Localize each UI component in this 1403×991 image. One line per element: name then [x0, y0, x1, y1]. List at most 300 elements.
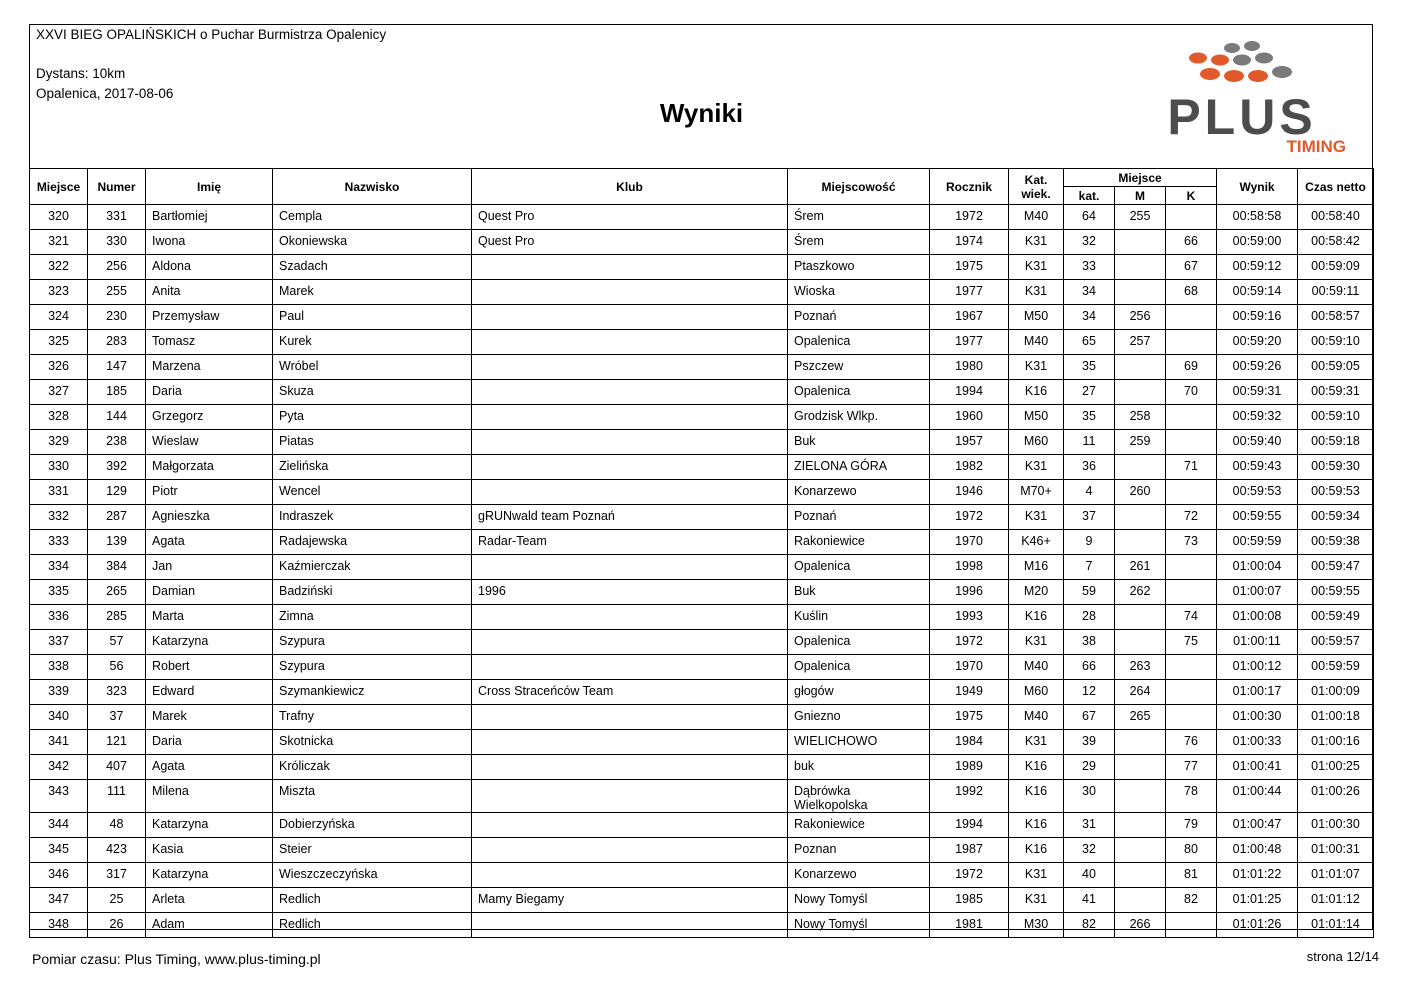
col-place-cat: kat.: [1064, 187, 1115, 205]
cell-city: Buk: [788, 430, 930, 455]
cell-city: Opalenica: [788, 655, 930, 680]
cell-place-k: 76: [1166, 730, 1217, 755]
cell-last-name: Kurek: [273, 330, 472, 355]
col-place-m: M: [1115, 187, 1166, 205]
cell-net-time: 00:58:57: [1298, 305, 1374, 330]
cell-club: [472, 455, 788, 480]
cell-place-k: [1166, 330, 1217, 355]
cell-time: 01:00:41: [1217, 755, 1298, 780]
cell-city: Rakoniewice: [788, 813, 930, 838]
cell-place-cat: 66: [1064, 655, 1115, 680]
cell-first-name: Piotr: [146, 480, 273, 505]
cell-number: 255: [88, 280, 146, 305]
cell-year: 1996: [930, 580, 1009, 605]
cell-place-k: [1166, 305, 1217, 330]
table-row: [30, 305, 1374, 330]
cell-place-k: 66: [1166, 230, 1217, 255]
cell-net-time: 01:00:25: [1298, 755, 1374, 780]
cell-category: M60: [1009, 680, 1064, 705]
cell-net-time: 01:00:09: [1298, 680, 1374, 705]
cell-last-name: Okoniewska: [273, 230, 472, 255]
cell-place: 341: [30, 730, 88, 755]
cell-place-cat: 11: [1064, 430, 1115, 455]
cell-place-k: 69: [1166, 355, 1217, 380]
col-time: Wynik: [1217, 169, 1298, 205]
cell-city: Śrem: [788, 205, 930, 230]
cell-place-m: 259: [1115, 430, 1166, 455]
cell-time: 00:59:16: [1217, 305, 1298, 330]
table-row: [30, 655, 1374, 680]
cell-place-k: 81: [1166, 863, 1217, 888]
table-row: [30, 355, 1374, 380]
cell-last-name: Paul: [273, 305, 472, 330]
cell-place-m: [1115, 280, 1166, 305]
cell-last-name: Zielińska: [273, 455, 472, 480]
cell-place-m: [1115, 230, 1166, 255]
cell-place-k: 71: [1166, 455, 1217, 480]
cell-category: K31: [1009, 230, 1064, 255]
cell-time: 00:59:43: [1217, 455, 1298, 480]
table-row: [30, 730, 1374, 755]
cell-first-name: Kasia: [146, 838, 273, 863]
cell-place-k: [1166, 913, 1217, 938]
cell-place-cat: 4: [1064, 480, 1115, 505]
table-row: [30, 888, 1374, 913]
cell-place-k: [1166, 430, 1217, 455]
table-row: [30, 913, 1374, 938]
cell-club: [472, 630, 788, 655]
cell-city: Śrem: [788, 230, 930, 255]
cell-city: Konarzewo: [788, 863, 930, 888]
cell-place: 337: [30, 630, 88, 655]
cell-first-name: Tomasz: [146, 330, 273, 355]
cell-time: 00:59:20: [1217, 330, 1298, 355]
cell-first-name: Edward: [146, 680, 273, 705]
col-category: [1009, 169, 1064, 205]
cell-number: 139: [88, 530, 146, 555]
cell-club: Quest Pro: [472, 205, 788, 230]
cell-year: 1977: [930, 330, 1009, 355]
cell-time: 00:59:12: [1217, 255, 1298, 280]
cell-first-name: Arleta: [146, 888, 273, 913]
cell-place-cat: 12: [1064, 680, 1115, 705]
table-row: [30, 680, 1374, 705]
cell-place-m: [1115, 605, 1166, 630]
cell-year: 1977: [930, 280, 1009, 305]
cell-place-k: 82: [1166, 888, 1217, 913]
distance: Dystans: 10km: [36, 66, 126, 81]
cell-place-m: [1115, 838, 1166, 863]
cell-place: 344: [30, 813, 88, 838]
cell-place-cat: 34: [1064, 280, 1115, 305]
cell-city: Konarzewo: [788, 480, 930, 505]
cell-city: Dąbrówka Wielkopolska: [788, 780, 930, 813]
cell-place-cat: 67: [1064, 705, 1115, 730]
cell-year: 1987: [930, 838, 1009, 863]
cell-year: 1960: [930, 405, 1009, 430]
cell-city: Opalenica: [788, 630, 930, 655]
cell-place-cat: 28: [1064, 605, 1115, 630]
col-number: Numer: [88, 169, 146, 205]
cell-place-k: [1166, 705, 1217, 730]
cell-year: 1974: [930, 230, 1009, 255]
cell-net-time: 00:59:05: [1298, 355, 1374, 380]
cell-year: 1998: [930, 555, 1009, 580]
cell-number: 331: [88, 205, 146, 230]
cell-place: 339: [30, 680, 88, 705]
cell-first-name: Milena: [146, 780, 273, 813]
cell-time: 00:59:53: [1217, 480, 1298, 505]
cell-category: M20: [1009, 580, 1064, 605]
cell-first-name: Katarzyna: [146, 630, 273, 655]
cell-time: 00:59:55: [1217, 505, 1298, 530]
cell-place-m: 264: [1115, 680, 1166, 705]
cell-club: Quest Pro: [472, 230, 788, 255]
cell-year: 1949: [930, 680, 1009, 705]
cell-city: Pszczew: [788, 355, 930, 380]
cell-last-name: Skotnicka: [273, 730, 472, 755]
cell-place: 333: [30, 530, 88, 555]
cell-place-m: 265: [1115, 705, 1166, 730]
cell-place-cat: 37: [1064, 505, 1115, 530]
cell-category: M40: [1009, 205, 1064, 230]
cell-first-name: Wieslaw: [146, 430, 273, 455]
cell-category: M40: [1009, 330, 1064, 355]
cell-category: K31: [1009, 455, 1064, 480]
cell-place: 331: [30, 480, 88, 505]
cell-place-m: [1115, 505, 1166, 530]
cell-last-name: Miszta: [273, 780, 472, 813]
table-header: [30, 169, 1374, 205]
cell-year: 1992: [930, 780, 1009, 813]
cell-year: 1975: [930, 255, 1009, 280]
cell-net-time: 00:59:10: [1298, 330, 1374, 355]
cell-place-m: [1115, 380, 1166, 405]
cell-place-m: 258: [1115, 405, 1166, 430]
cell-net-time: 00:59:49: [1298, 605, 1374, 630]
cell-place: 348: [30, 913, 88, 938]
cell-last-name: Redlich: [273, 888, 472, 913]
cell-last-name: Szymankiewicz: [273, 680, 472, 705]
cell-city: Nowy Tomyśl: [788, 913, 930, 938]
cell-club: [472, 838, 788, 863]
cell-place-m: 266: [1115, 913, 1166, 938]
cell-time: 00:59:26: [1217, 355, 1298, 380]
cell-place: 347: [30, 888, 88, 913]
cell-year: 1972: [930, 505, 1009, 530]
cell-city: Grodzisk Wlkp.: [788, 405, 930, 430]
cell-place-k: 72: [1166, 505, 1217, 530]
cell-last-name: Wróbel: [273, 355, 472, 380]
cell-category: K31: [1009, 730, 1064, 755]
cell-place: 335: [30, 580, 88, 605]
cell-year: 1994: [930, 813, 1009, 838]
cell-place-cat: 32: [1064, 838, 1115, 863]
cell-category: M50: [1009, 305, 1064, 330]
cell-place-k: 80: [1166, 838, 1217, 863]
cell-city: Opalenica: [788, 555, 930, 580]
table-row: [30, 455, 1374, 480]
cell-place-cat: 9: [1064, 530, 1115, 555]
cell-city: Rakoniewice: [788, 530, 930, 555]
cell-city: Opalenica: [788, 380, 930, 405]
cell-city: Poznań: [788, 505, 930, 530]
cell-net-time: 00:59:47: [1298, 555, 1374, 580]
cell-first-name: Grzegorz: [146, 405, 273, 430]
cell-place: 323: [30, 280, 88, 305]
cell-club: [472, 405, 788, 430]
cell-time: 01:00:30: [1217, 705, 1298, 730]
table-row: [30, 530, 1374, 555]
cell-place-cat: 41: [1064, 888, 1115, 913]
cell-category: M40: [1009, 705, 1064, 730]
cell-place: 325: [30, 330, 88, 355]
table-body: [30, 205, 1374, 938]
cell-place-m: [1115, 255, 1166, 280]
cell-club: [472, 863, 788, 888]
cell-club: [472, 255, 788, 280]
cell-time: 00:59:32: [1217, 405, 1298, 430]
cell-net-time: 00:59:09: [1298, 255, 1374, 280]
cell-number: 283: [88, 330, 146, 355]
table-row: [30, 555, 1374, 580]
cell-net-time: 01:00:16: [1298, 730, 1374, 755]
cell-first-name: Damian: [146, 580, 273, 605]
logo-dots: [1189, 41, 1292, 82]
cell-place-k: 77: [1166, 755, 1217, 780]
cell-category: K31: [1009, 355, 1064, 380]
cell-net-time: 01:00:26: [1298, 780, 1374, 813]
cell-number: 111: [88, 780, 146, 813]
cell-place-k: 68: [1166, 280, 1217, 305]
cell-place: 330: [30, 455, 88, 480]
cell-net-time: 00:59:11: [1298, 280, 1374, 305]
cell-place: 321: [30, 230, 88, 255]
cell-category: M30: [1009, 913, 1064, 938]
cell-category: K16: [1009, 605, 1064, 630]
cell-first-name: Jan: [146, 555, 273, 580]
event-name: XXVI BIEG OPALIŃSKICH o Puchar Burmistrza Opalenicy: [36, 27, 387, 42]
cell-year: 1975: [930, 705, 1009, 730]
cell-net-time: 00:59:57: [1298, 630, 1374, 655]
col-category-bottom: wiek.: [1021, 186, 1051, 201]
cell-first-name: Daria: [146, 730, 273, 755]
cell-category: K31: [1009, 505, 1064, 530]
cell-time: 01:00:11: [1217, 630, 1298, 655]
cell-place-k: 79: [1166, 813, 1217, 838]
cell-place-cat: 64: [1064, 205, 1115, 230]
table-row: [30, 705, 1374, 730]
cell-place-cat: 35: [1064, 355, 1115, 380]
cell-year: 1972: [930, 863, 1009, 888]
cell-first-name: Agata: [146, 530, 273, 555]
cell-number: 323: [88, 680, 146, 705]
cell-number: 25: [88, 888, 146, 913]
cell-first-name: Przemysław: [146, 305, 273, 330]
cell-first-name: Aldona: [146, 255, 273, 280]
col-category-top: Kat.: [1024, 172, 1048, 187]
cell-club: [472, 280, 788, 305]
cell-time: 00:58:58: [1217, 205, 1298, 230]
cell-city: Poznan: [788, 838, 930, 863]
cell-time: 01:00:47: [1217, 813, 1298, 838]
cell-category: K31: [1009, 280, 1064, 305]
cell-first-name: Małgorzata: [146, 455, 273, 480]
cell-place-m: 256: [1115, 305, 1166, 330]
cell-last-name: Kaźmierczak: [273, 555, 472, 580]
cell-last-name: Skuza: [273, 380, 472, 405]
cell-last-name: Szadach: [273, 255, 472, 280]
cell-city: Opalenica: [788, 330, 930, 355]
cell-number: 230: [88, 305, 146, 330]
cell-number: 144: [88, 405, 146, 430]
cell-category: M50: [1009, 405, 1064, 430]
cell-time: 01:00:33: [1217, 730, 1298, 755]
cell-number: 407: [88, 755, 146, 780]
cell-place-m: 260: [1115, 480, 1166, 505]
cell-club: [472, 755, 788, 780]
cell-category: M70+: [1009, 480, 1064, 505]
cell-last-name: Wencel: [273, 480, 472, 505]
cell-city: Poznań: [788, 305, 930, 330]
cell-first-name: Daria: [146, 380, 273, 405]
footer-page: strona 12/14: [1306, 949, 1379, 964]
cell-place: 324: [30, 305, 88, 330]
cell-last-name: Redlich: [273, 913, 472, 938]
cell-number: 129: [88, 480, 146, 505]
logo-main-text: PLUS: [1167, 89, 1317, 145]
cell-city: Buk: [788, 580, 930, 605]
cell-place-m: [1115, 780, 1166, 813]
cell-city: ZIELONA GÓRA: [788, 455, 930, 480]
cell-place-k: [1166, 480, 1217, 505]
cell-place: 320: [30, 205, 88, 230]
cell-place: 328: [30, 405, 88, 430]
table-row: [30, 755, 1374, 780]
cell-place: 342: [30, 755, 88, 780]
cell-place-k: 67: [1166, 255, 1217, 280]
cell-last-name: Radajewska: [273, 530, 472, 555]
results-table: [29, 168, 1374, 938]
cell-number: 238: [88, 430, 146, 455]
cell-time: 01:01:25: [1217, 888, 1298, 913]
cell-number: 56: [88, 655, 146, 680]
cell-category: M40: [1009, 655, 1064, 680]
cell-category: K16: [1009, 780, 1064, 813]
col-club: Klub: [472, 169, 788, 205]
cell-category: K16: [1009, 813, 1064, 838]
cell-last-name: Pyta: [273, 405, 472, 430]
cell-time: 01:00:07: [1217, 580, 1298, 605]
cell-place: 336: [30, 605, 88, 630]
cell-place: 334: [30, 555, 88, 580]
cell-place-cat: 35: [1064, 405, 1115, 430]
cell-place-k: [1166, 655, 1217, 680]
col-places: Miejsce: [1064, 169, 1217, 187]
cell-category: K31: [1009, 630, 1064, 655]
cell-place: 322: [30, 255, 88, 280]
cell-first-name: Katarzyna: [146, 863, 273, 888]
col-first-name: Imię: [146, 169, 273, 205]
cell-club: [472, 730, 788, 755]
table-row: [30, 330, 1374, 355]
cell-number: 256: [88, 255, 146, 280]
cell-club: [472, 913, 788, 938]
page-title: Wyniki: [659, 98, 744, 128]
cell-time: 01:00:08: [1217, 605, 1298, 630]
cell-place-cat: 7: [1064, 555, 1115, 580]
cell-first-name: Iwona: [146, 230, 273, 255]
cell-place-cat: 33: [1064, 255, 1115, 280]
cell-year: 1989: [930, 755, 1009, 780]
cell-club: [472, 380, 788, 405]
cell-club: Radar-Team: [472, 530, 788, 555]
footer-timing: Pomiar czasu: Plus Timing, www.plus-timing.pl: [32, 951, 321, 967]
cell-place-cat: 34: [1064, 305, 1115, 330]
cell-place: 332: [30, 505, 88, 530]
cell-time: 00:59:40: [1217, 430, 1298, 455]
cell-time: 00:59:59: [1217, 530, 1298, 555]
cell-last-name: Steier: [273, 838, 472, 863]
cell-number: 265: [88, 580, 146, 605]
cell-place-k: 73: [1166, 530, 1217, 555]
col-last-name: Nazwisko: [273, 169, 472, 205]
cell-net-time: 01:00:18: [1298, 705, 1374, 730]
cell-place-cat: 82: [1064, 913, 1115, 938]
cell-club: 1996: [472, 580, 788, 605]
cell-club: [472, 430, 788, 455]
cell-place: 327: [30, 380, 88, 405]
cell-place-cat: 27: [1064, 380, 1115, 405]
cell-place-cat: 39: [1064, 730, 1115, 755]
cell-place-cat: 38: [1064, 630, 1115, 655]
cell-place-cat: 40: [1064, 863, 1115, 888]
cell-year: 1957: [930, 430, 1009, 455]
cell-place-m: [1115, 530, 1166, 555]
cell-place-m: 257: [1115, 330, 1166, 355]
cell-number: 147: [88, 355, 146, 380]
cell-place-m: [1115, 813, 1166, 838]
cell-year: 1981: [930, 913, 1009, 938]
table-row: [30, 405, 1374, 430]
cell-first-name: Anita: [146, 280, 273, 305]
col-place: Miejsce: [30, 169, 88, 205]
cell-place-m: 261: [1115, 555, 1166, 580]
cell-year: 1984: [930, 730, 1009, 755]
cell-category: K16: [1009, 755, 1064, 780]
cell-place-k: [1166, 405, 1217, 430]
cell-first-name: Marek: [146, 705, 273, 730]
cell-last-name: Trafny: [273, 705, 472, 730]
cell-place: 346: [30, 863, 88, 888]
cell-number: 185: [88, 380, 146, 405]
plus-timing-logo: [1124, 38, 1360, 158]
cell-place-k: 78: [1166, 780, 1217, 813]
cell-first-name: Robert: [146, 655, 273, 680]
cell-number: 423: [88, 838, 146, 863]
cell-first-name: Bartłomiej: [146, 205, 273, 230]
cell-place-m: [1115, 455, 1166, 480]
cell-place-k: 75: [1166, 630, 1217, 655]
cell-club: [472, 780, 788, 813]
cell-last-name: Króliczak: [273, 755, 472, 780]
place-date: Opalenica, 2017-08-06: [36, 86, 174, 101]
cell-place-k: [1166, 580, 1217, 605]
cell-category: M60: [1009, 430, 1064, 455]
cell-place-m: [1115, 863, 1166, 888]
cell-club: [472, 813, 788, 838]
table-row: [30, 280, 1374, 305]
